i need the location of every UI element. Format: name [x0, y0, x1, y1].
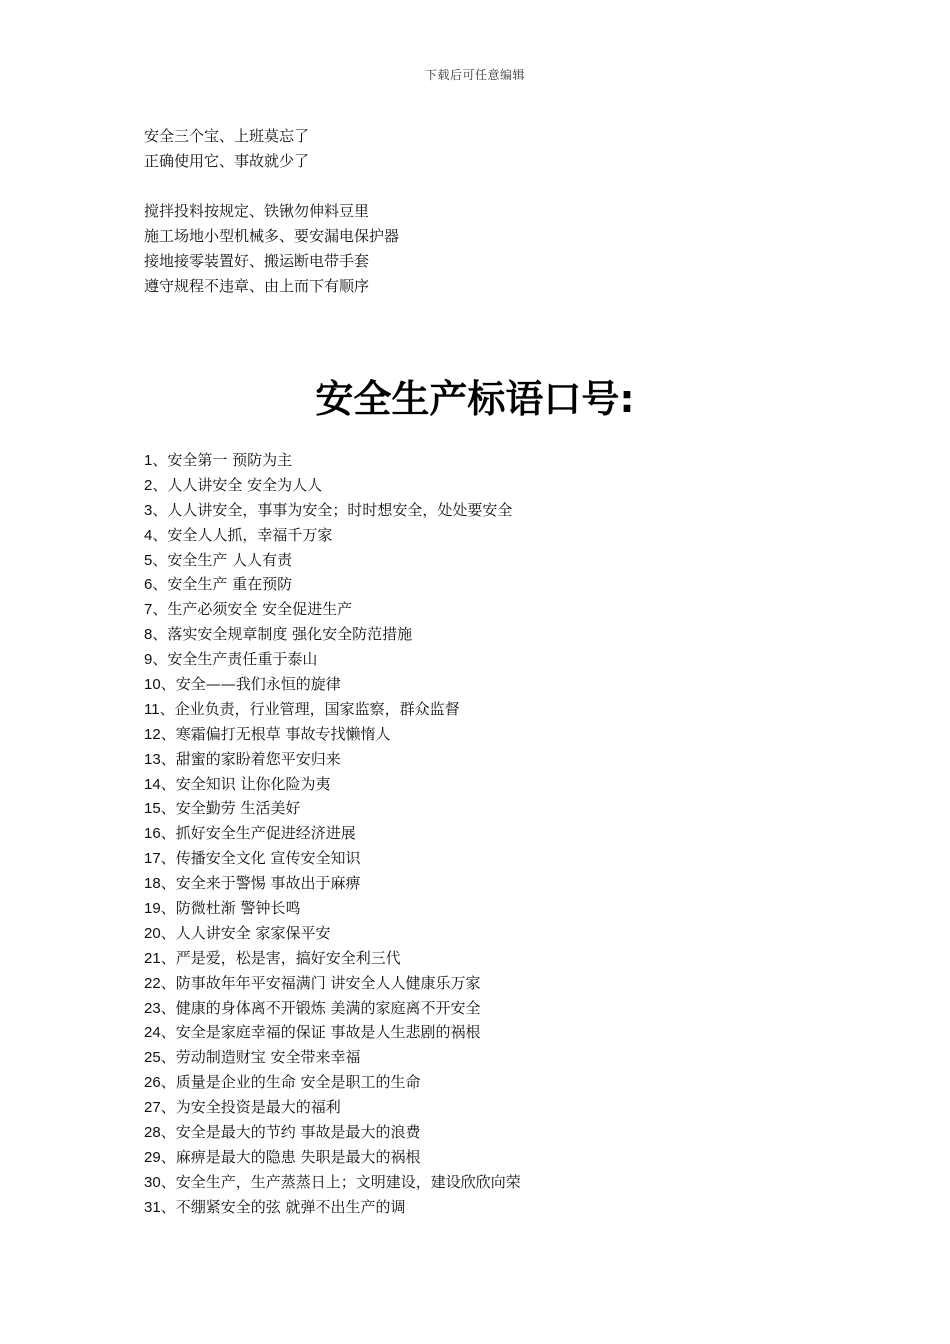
list-item: [144, 896, 521, 921]
list-item: [144, 722, 521, 747]
slogan-number: 9: [144, 651, 153, 669]
slogan-number: 10: [144, 676, 161, 694]
slogan-number: 22: [144, 974, 161, 992]
slogan-text: 、人人讲安全 安全为人人: [152, 475, 323, 494]
slogan-number: 1: [144, 452, 153, 469]
list-item: [144, 1195, 521, 1220]
list-item: [144, 772, 521, 797]
slogan-number: 8: [144, 626, 153, 644]
verse-line: 搅拌投料按规定、铁锹勿伸料豆里: [144, 202, 370, 220]
slogan-number: 23: [144, 999, 161, 1017]
slogan-number: 24: [144, 1024, 161, 1042]
list-item: [144, 796, 521, 821]
list-item: [144, 871, 521, 896]
slogan-number: 5: [144, 551, 153, 569]
list-item: [144, 572, 521, 597]
slogan-text: 、安全生产，生产蒸蒸日上；文明建设，建设欣欣向荣: [160, 1172, 521, 1191]
list-item: [144, 1045, 521, 1070]
slogan-text: 、抓好安全生产促进经济进展: [160, 824, 356, 843]
slogan-text: 、为安全投资是最大的福利: [160, 1098, 341, 1117]
slogan-text: 、劳动制造财宝 安全带来幸福: [160, 1048, 361, 1067]
list-item: [144, 597, 521, 622]
list-item: [144, 946, 521, 971]
slogan-list: [144, 448, 521, 1220]
slogan-text: 、安全是家庭幸福的保证 事故是人生悲剧的祸根: [160, 1023, 481, 1042]
slogan-text: 、安全是最大的节约 事故是最大的浪费: [160, 1123, 421, 1142]
slogan-number: 27: [144, 1099, 161, 1117]
list-item: [144, 1020, 521, 1045]
slogan-text: 、麻痹是最大的隐患 失职是最大的祸根: [160, 1147, 421, 1166]
list-item: [144, 697, 521, 722]
page-title: 安全生产标语口号:: [315, 377, 635, 421]
slogan-text: 、安全第一 预防为主: [152, 451, 293, 469]
slogan-text: 、传播安全文化 宣传安全知识: [160, 849, 361, 868]
slogan-number: 31: [144, 1198, 161, 1216]
slogan-number: 14: [144, 775, 161, 793]
list-item: [144, 523, 521, 548]
slogan-text: 、安全知识 让你化险为夷: [160, 774, 331, 793]
slogan-text: 、企业负责，行业管理，国家监察，群众监督: [159, 699, 460, 718]
slogan-number: 2: [144, 476, 153, 494]
list-item: [144, 1170, 521, 1195]
slogan-number: 11: [144, 700, 160, 718]
list-item: [144, 1070, 521, 1095]
slogan-text: 、落实安全规章制度 强化安全防范措施: [152, 625, 413, 644]
list-item: [144, 473, 521, 498]
slogan-number: 20: [144, 924, 161, 942]
slogan-number: 4: [144, 526, 153, 544]
slogan-number: 28: [144, 1124, 161, 1142]
slogan-text: 、甜蜜的家盼着您平安归来: [160, 749, 341, 768]
list-item: [144, 821, 521, 846]
list-item: [144, 996, 521, 1021]
slogan-number: 16: [144, 825, 161, 843]
list-item: [144, 921, 521, 946]
list-item: [144, 971, 521, 996]
slogan-number: 3: [144, 501, 153, 519]
list-item: [144, 1095, 521, 1120]
slogan-text: 、安全人人抓，幸福千万家: [152, 525, 333, 544]
slogan-number: 26: [144, 1074, 161, 1092]
list-item: [144, 647, 521, 672]
slogan-text: 、安全生产 重在预防: [152, 575, 293, 594]
slogan-text: 、生产必须安全 安全促进生产: [152, 600, 353, 619]
verse-block-1: [144, 124, 309, 174]
slogan-text: 、健康的身体离不开锻炼 美满的家庭离不开安全: [160, 998, 481, 1017]
slogan-number: 19: [144, 900, 161, 918]
list-item: [144, 498, 521, 523]
slogan-text: 、人人讲安全，事事为安全；时时想安全，处处要安全: [152, 500, 513, 519]
verse-line: 施工场地小型机械多、要安漏电保护器: [144, 227, 400, 245]
slogan-number: 17: [144, 850, 161, 868]
slogan-text: 、防事故年年平安福满门 讲安全人人健康乐万家: [160, 973, 481, 992]
list-item: [144, 448, 521, 473]
slogan-number: 12: [144, 725, 161, 743]
slogan-text: 、安全生产 人人有责: [152, 550, 293, 569]
verse-line: 接地接零装置好、搬运断电带手套: [144, 252, 370, 270]
list-item: [144, 846, 521, 871]
slogan-number: 21: [144, 949, 161, 967]
header-note: 下载后可任意编辑: [424, 68, 525, 82]
list-item: [144, 548, 521, 573]
slogan-text: 、防微杜渐 警钟长鸣: [160, 899, 301, 918]
slogan-text: 、安全——我们永恒的旋律: [160, 675, 341, 694]
list-item: [144, 1145, 521, 1170]
slogan-text: 、安全生产责任重于泰山: [152, 650, 318, 669]
slogan-text: 、人人讲安全 家家保平安: [160, 923, 331, 942]
verse-block-2: [144, 199, 399, 299]
verse-line: 安全三个宝、上班莫忘了: [144, 127, 310, 145]
slogan-number: 6: [144, 576, 153, 594]
slogan-number: 30: [144, 1173, 161, 1191]
list-item: [144, 747, 521, 772]
slogan-number: 29: [144, 1148, 161, 1166]
slogan-number: 25: [144, 1049, 161, 1067]
list-item: [144, 622, 521, 647]
slogan-number: 18: [144, 875, 161, 893]
verse-line: 正确使用它、事故就少了: [144, 152, 310, 170]
slogan-text: 、安全勤劳 生活美好: [160, 799, 301, 818]
slogan-text: 、安全来于警惕 事故出于麻痹: [160, 874, 361, 893]
slogan-text: 、不绷紧安全的弦 就弹不出生产的调: [160, 1197, 406, 1216]
verse-line: 遵守规程不违章、由上而下有顺序: [144, 277, 370, 295]
list-item: [144, 672, 521, 697]
slogan-text: 、寒霜偏打无根草 事故专找懒惰人: [160, 724, 391, 743]
slogan-text: 、质量是企业的生命 安全是职工的生命: [160, 1073, 421, 1092]
list-item: [144, 1120, 521, 1145]
slogan-number: 15: [144, 800, 161, 818]
slogan-number: 7: [144, 601, 153, 619]
slogan-number: 13: [144, 750, 161, 768]
slogan-text: 、严是爱，松是害，搞好安全利三代: [160, 948, 401, 967]
